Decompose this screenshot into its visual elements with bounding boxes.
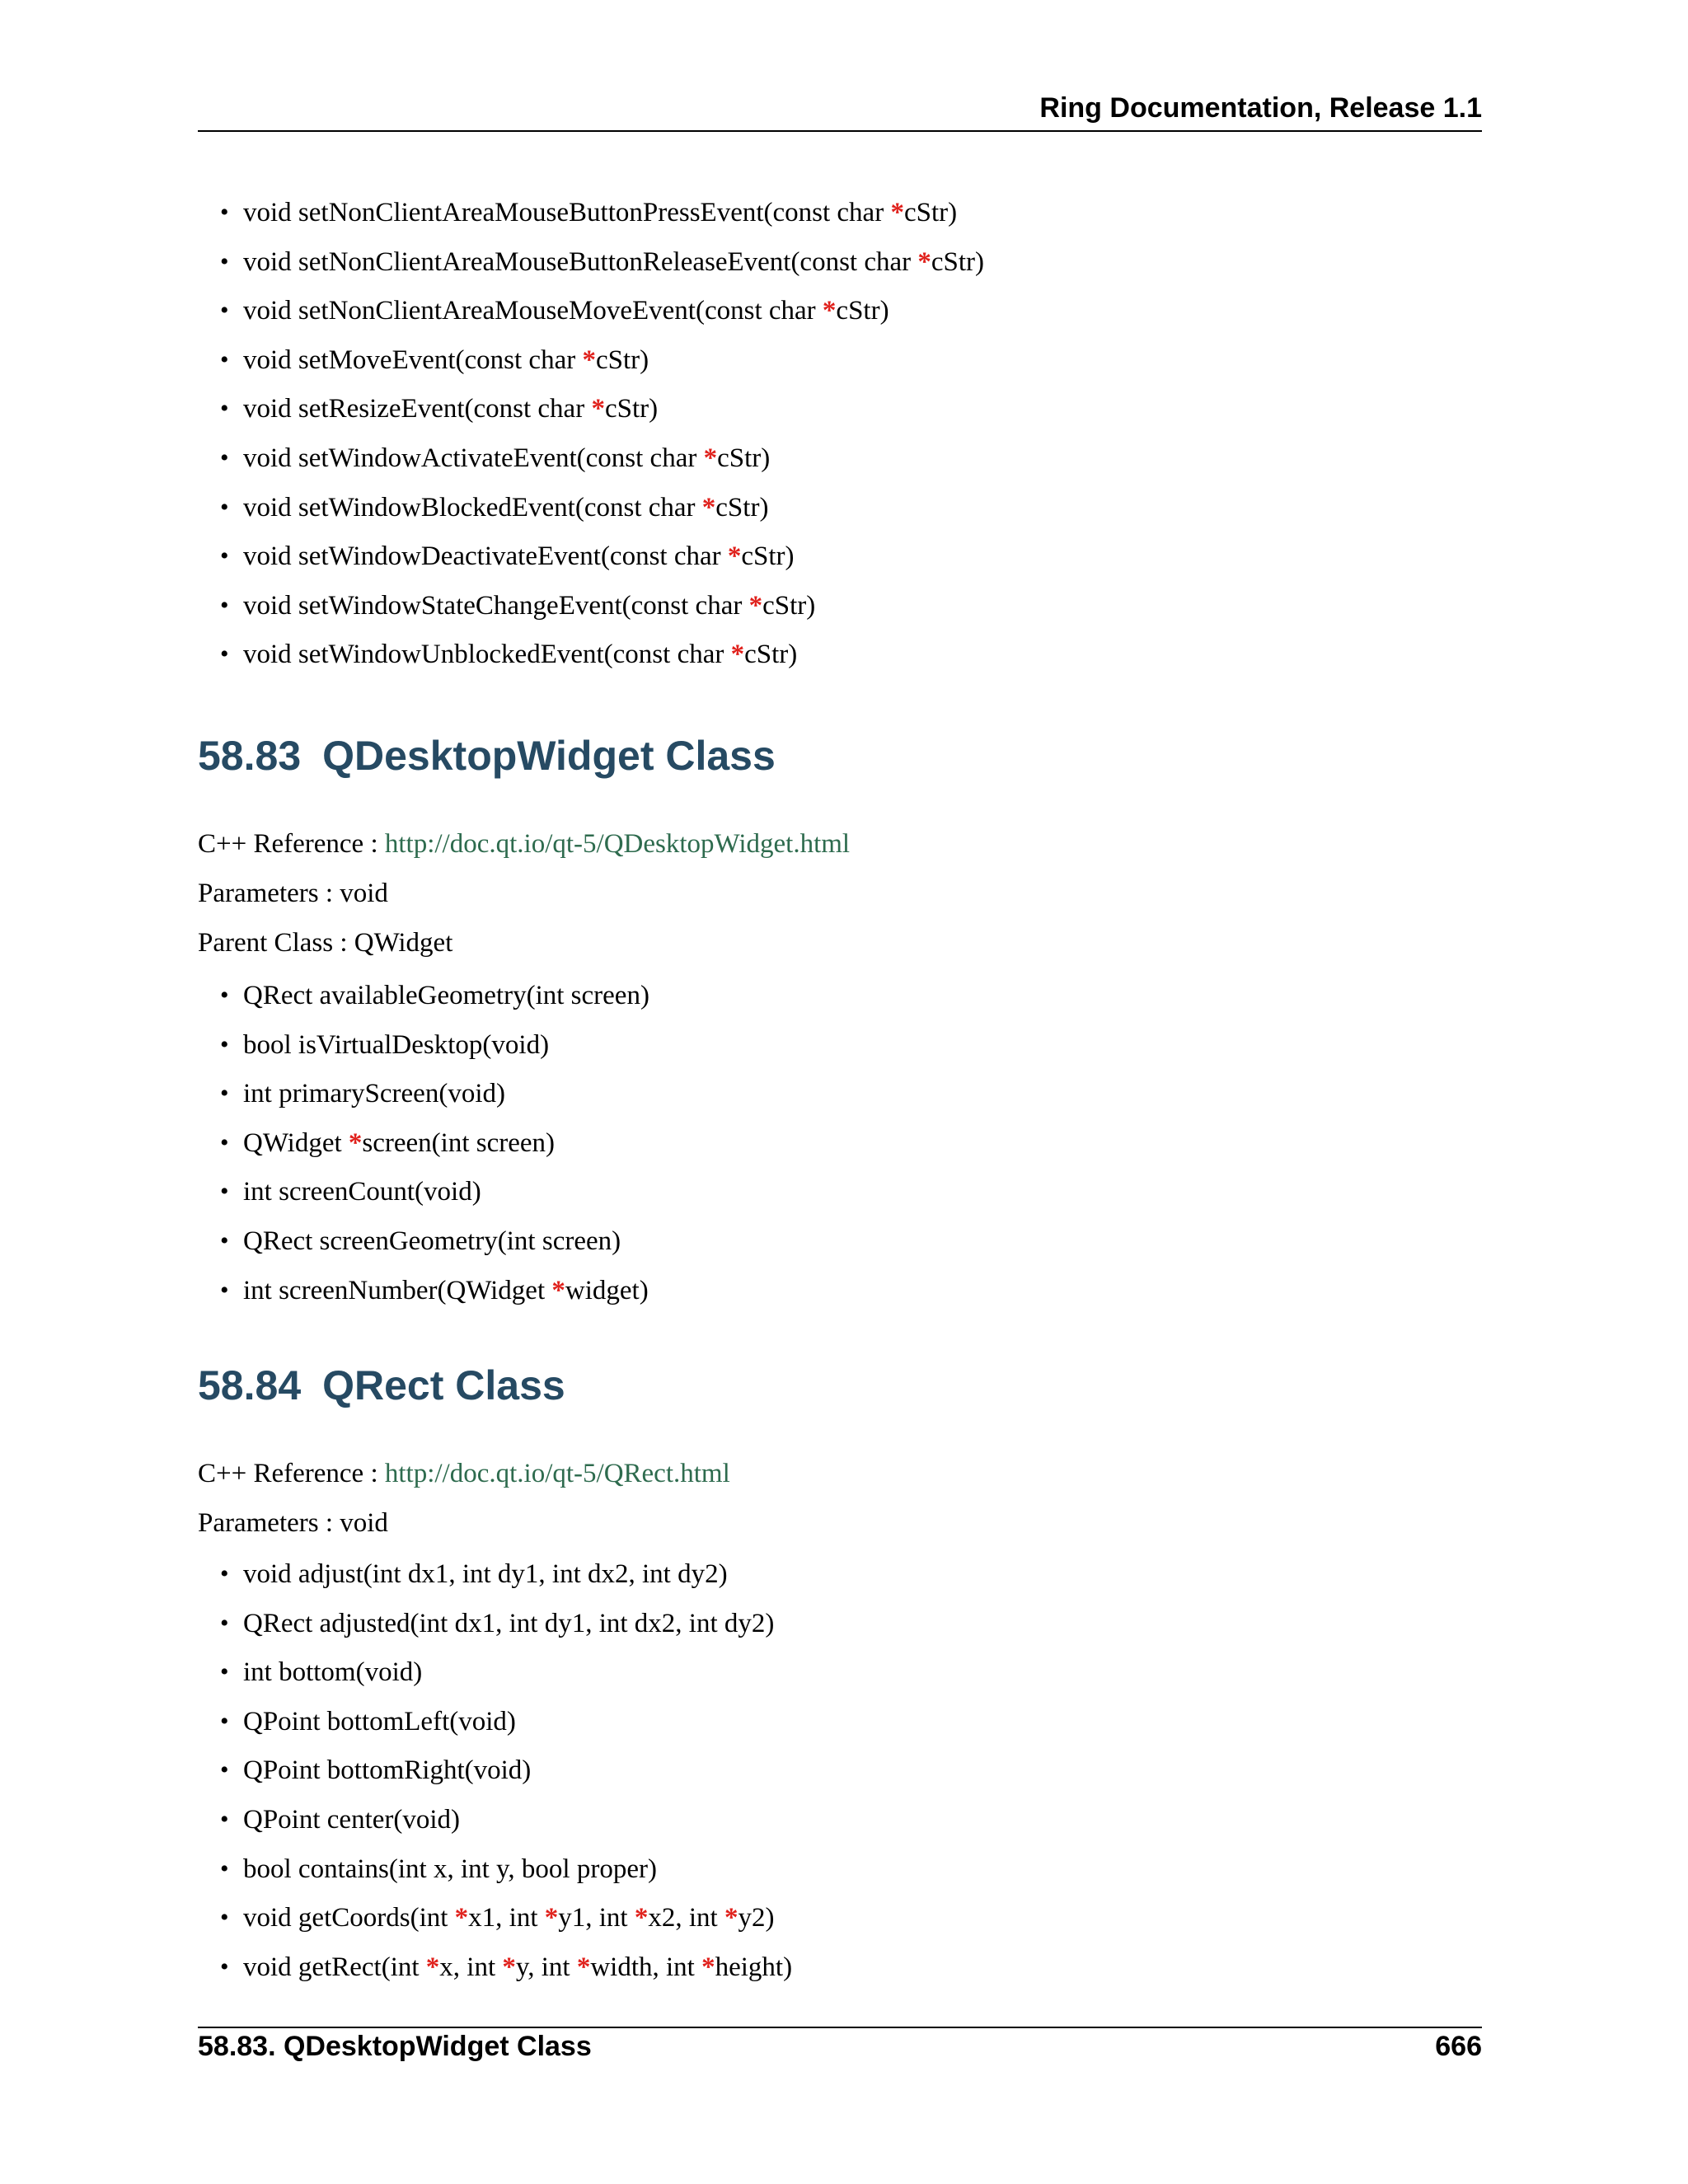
method-signature-text: y2) <box>738 1903 775 1933</box>
pointer-asterisk: * <box>591 394 605 424</box>
header-rule <box>198 130 1482 132</box>
method-list-item <box>220 1853 792 1902</box>
section-heading-qdesktopwidget <box>198 732 776 780</box>
pointer-asterisk: * <box>917 246 931 277</box>
method-signature-text: int primaryScreen(void) <box>243 1079 505 1109</box>
method-list-item <box>220 1656 792 1705</box>
bullet-icon: • <box>220 1226 229 1254</box>
parameters-line: Parameters : void <box>198 879 388 908</box>
bullet-icon: • <box>220 1080 229 1108</box>
method-signature-text: bool isVirtualDesktop(void) <box>243 1029 550 1060</box>
bullet-icon: • <box>220 1707 229 1735</box>
method-signature-text: width, int <box>590 1952 702 1982</box>
method-signature-text: int bottom(void) <box>243 1657 423 1688</box>
method-signature-text: cStr) <box>744 640 798 670</box>
bullet-icon: • <box>220 1030 229 1058</box>
method-list-item <box>220 294 984 344</box>
running-header: Ring Documentation, Release 1.1 <box>1039 92 1482 124</box>
qrect-method-list <box>220 1558 793 1999</box>
bullet-icon: • <box>220 640 229 668</box>
method-signature-text: bool contains(int x, int y, bool proper) <box>243 1854 657 1884</box>
page-number: 666 <box>1435 2031 1482 2062</box>
bullet-icon: • <box>220 1904 229 1932</box>
method-list-item <box>220 1705 792 1755</box>
event-method-list <box>220 196 985 687</box>
method-list-item <box>220 196 984 246</box>
method-list-item <box>220 1901 792 1951</box>
section-number: 58.83 <box>198 733 302 779</box>
method-signature-text: y1, int <box>558 1903 635 1933</box>
method-signature-text: void setWindowStateChangeEvent(const char <box>243 590 749 621</box>
bullet-icon: • <box>220 493 229 521</box>
pointer-asterisk: * <box>348 1127 363 1158</box>
method-signature-text: void getCoords(int <box>243 1903 455 1933</box>
parameters-line: Parameters : void <box>198 1508 388 1538</box>
bullet-icon: • <box>220 1854 229 1882</box>
method-list-item <box>220 1754 792 1803</box>
method-list-item <box>220 246 985 295</box>
method-signature-text: QPoint bottomRight(void) <box>243 1755 532 1786</box>
cpp-reference-label: C++ Reference : <box>198 829 385 859</box>
pointer-asterisk: * <box>551 1275 565 1305</box>
pointer-asterisk: * <box>701 1952 715 1982</box>
section-heading-qrect <box>198 1361 565 1409</box>
method-signature-text: cStr) <box>717 443 771 473</box>
method-signature-text: cStr) <box>762 590 816 621</box>
method-signature-text: QRect adjusted(int dx1, int dy1, int dx2, int dy2) <box>243 1608 775 1638</box>
cpp-reference-label: C++ Reference : <box>198 1459 385 1488</box>
method-signature-text: void setWindowBlockedEvent(const char <box>243 492 702 523</box>
section-title-text: QRect Class <box>322 1362 565 1408</box>
pointer-asterisk: * <box>425 1952 440 1982</box>
method-signature-text: int screenNumber(QWidget <box>243 1275 552 1305</box>
bullet-icon: • <box>220 1805 229 1833</box>
pointer-asterisk: * <box>576 1952 591 1982</box>
method-signature-text: screen(int screen) <box>362 1127 556 1158</box>
pointer-asterisk: * <box>703 443 718 473</box>
footer-section-title: 58.83. QDesktopWidget Class <box>198 2031 592 2062</box>
method-list-item <box>220 491 984 541</box>
pointer-asterisk: * <box>748 590 763 621</box>
method-signature-text: QPoint center(void) <box>243 1804 461 1835</box>
cpp-reference-link[interactable]: http://doc.qt.io/qt-5/QDesktopWidget.html <box>384 829 851 859</box>
cpp-reference-line <box>198 1455 730 1492</box>
method-list-item <box>220 1225 649 1274</box>
bullet-icon: • <box>220 1178 229 1206</box>
bullet-icon: • <box>220 395 229 423</box>
method-signature-text: height) <box>715 1952 793 1982</box>
method-list-item <box>220 1274 649 1324</box>
pointer-asterisk: * <box>634 1903 649 1933</box>
method-signature-text: QWidget <box>243 1127 349 1158</box>
bullet-icon: • <box>220 297 229 325</box>
method-signature-text: void setResizeEvent(const char <box>243 394 592 424</box>
pointer-asterisk: * <box>502 1952 516 1982</box>
method-list-item <box>220 1951 793 2000</box>
pointer-asterisk: * <box>544 1903 559 1933</box>
method-signature-text: void adjust(int dx1, int dy1, int dx2, int dy2) <box>243 1559 728 1589</box>
method-signature-text: void setWindowActivateEvent(const char <box>243 443 704 473</box>
bullet-icon: • <box>220 591 229 619</box>
method-signature-text: x, int <box>439 1952 503 1982</box>
method-signature-text: cStr) <box>741 541 795 572</box>
pointer-asterisk: * <box>890 198 904 227</box>
pointer-asterisk: * <box>727 541 742 572</box>
method-list-item <box>220 392 984 442</box>
method-list-item <box>220 1803 792 1853</box>
bullet-icon: • <box>220 1952 229 1980</box>
method-signature-text: widget) <box>565 1275 649 1305</box>
method-list-item <box>220 1558 792 1607</box>
pointer-asterisk: * <box>724 1903 738 1933</box>
section-title-text: QDesktopWidget Class <box>322 733 776 779</box>
method-signature-text: cStr) <box>715 492 769 523</box>
method-signature-text: cStr) <box>604 394 659 424</box>
cpp-reference-line <box>198 826 850 862</box>
bullet-icon: • <box>220 199 229 226</box>
method-signature-text: void setWindowUnblockedEvent(const char <box>243 640 731 670</box>
method-list-item <box>220 344 984 393</box>
bullet-icon: • <box>220 1658 229 1686</box>
cpp-reference-link[interactable]: http://doc.qt.io/qt-5/QRect.html <box>384 1459 730 1488</box>
bullet-icon: • <box>220 443 229 471</box>
method-list-item <box>220 1607 792 1657</box>
method-signature-text: QPoint bottomLeft(void) <box>243 1706 516 1736</box>
method-signature-text: void setNonClientAreaMouseButtonReleaseEvent(const char <box>243 246 918 277</box>
pointer-asterisk: * <box>454 1903 469 1933</box>
bullet-icon: • <box>220 247 229 275</box>
qdesktopwidget-method-list <box>220 979 649 1323</box>
method-list-item <box>220 1077 649 1127</box>
method-signature-text: y, int <box>515 1952 577 1982</box>
bullet-icon: • <box>220 1756 229 1784</box>
bullet-icon: • <box>220 982 229 1009</box>
method-list-item <box>220 1029 649 1078</box>
bullet-icon: • <box>220 1276 229 1304</box>
method-signature-text: void setMoveEvent(const char <box>243 344 583 375</box>
method-signature-text: void setNonClientAreaMouseMoveEvent(const char <box>243 296 823 326</box>
method-signature-text: x1, int <box>468 1903 545 1933</box>
method-signature-text: void getRect(int <box>243 1952 426 1982</box>
method-signature-text: cStr) <box>836 296 889 326</box>
method-signature-text: int screenCount(void) <box>243 1177 481 1207</box>
pointer-asterisk: * <box>582 344 596 375</box>
method-signature-text: void setNonClientAreaMouseButtonPressEvent(const char <box>243 198 891 227</box>
bullet-icon: • <box>220 1128 229 1156</box>
method-list-item <box>220 540 984 589</box>
method-signature-text: QRect availableGeometry(int screen) <box>243 981 649 1010</box>
method-signature-text: x2, int <box>648 1903 724 1933</box>
bullet-icon: • <box>220 1560 229 1587</box>
method-signature-text: cStr) <box>595 344 649 375</box>
method-list-item <box>220 638 984 687</box>
method-list-item <box>220 1127 649 1176</box>
pointer-asterisk: * <box>701 492 716 523</box>
method-signature-text: cStr) <box>931 246 985 277</box>
method-signature-text: QRect screenGeometry(int screen) <box>243 1226 621 1256</box>
bullet-icon: • <box>220 345 229 373</box>
method-list-item <box>220 589 984 639</box>
method-signature-text: void setWindowDeactivateEvent(const char <box>243 541 728 572</box>
method-list-item <box>220 442 984 491</box>
method-signature-text: cStr) <box>903 198 958 227</box>
bullet-icon: • <box>220 1609 229 1637</box>
section-number: 58.84 <box>198 1362 302 1408</box>
footer-rule <box>198 2027 1482 2028</box>
pointer-asterisk: * <box>822 296 837 326</box>
method-list-item <box>220 1175 649 1225</box>
bullet-icon: • <box>220 542 229 570</box>
method-list-item <box>220 979 649 1029</box>
pointer-asterisk: * <box>730 640 745 670</box>
parent-class-line: Parent Class : QWidget <box>198 928 453 958</box>
